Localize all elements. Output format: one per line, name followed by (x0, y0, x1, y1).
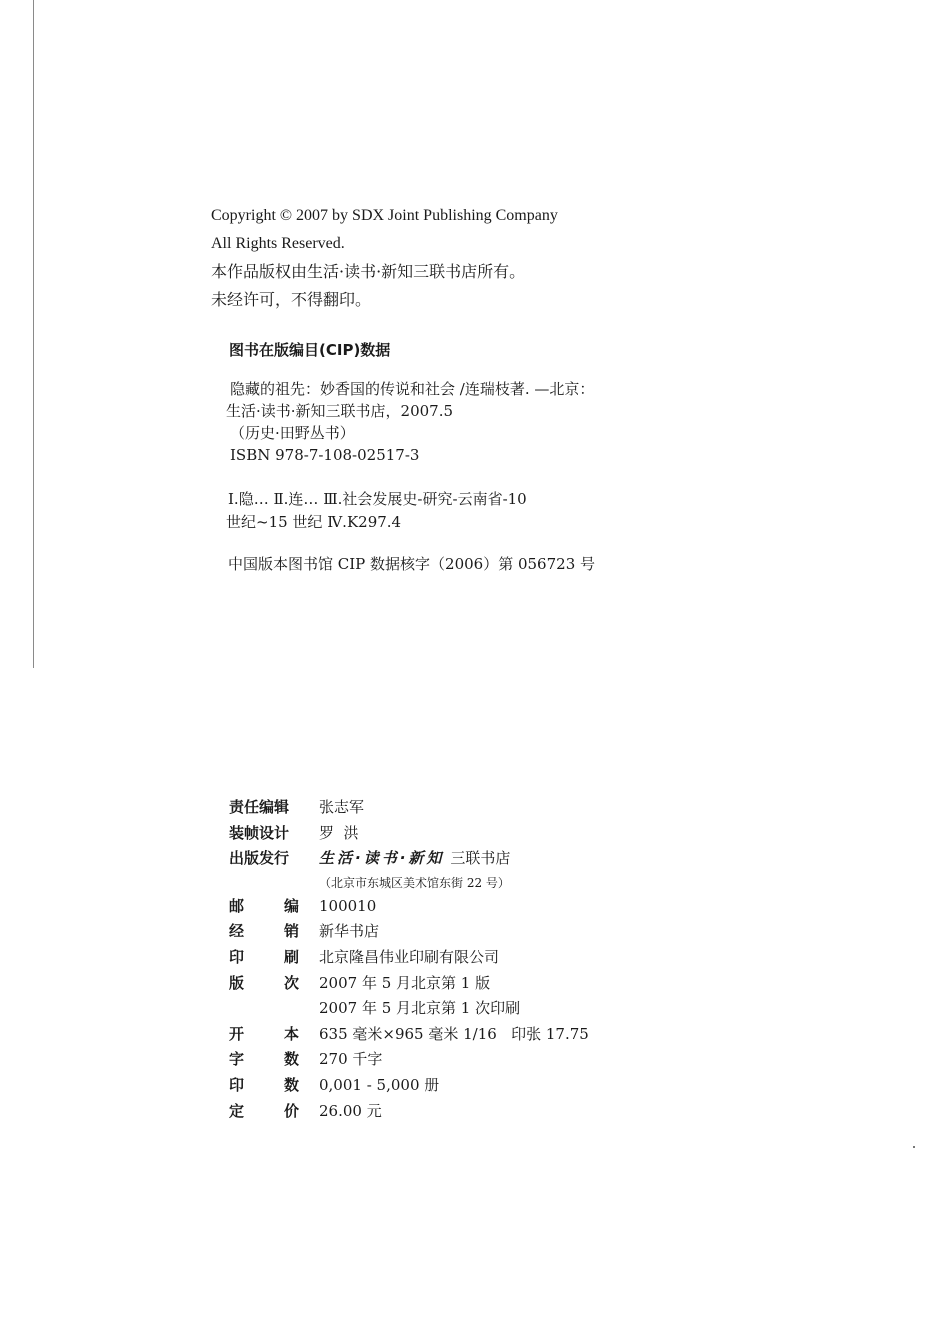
colophon-row-postcode (229, 894, 729, 920)
print-run-label (229, 1073, 317, 1099)
words-label (229, 1047, 317, 1073)
cip-record-number: 中国版本图书馆 CIP 数据核字（2006）第 056723 号 (228, 555, 596, 573)
label-char: 字 (229, 1050, 245, 1069)
colophon-row-format (229, 1022, 729, 1048)
format-value: 635 毫米×965 毫米 1/16 印张 17.75 (319, 1024, 589, 1043)
cip-series-line: （历史·田野丛书） (230, 424, 355, 442)
label-char: 印 (229, 1075, 245, 1094)
printer-value: 北京隆昌伟业印刷有限公司 (319, 947, 500, 966)
publisher-brand-logo: 生活·读书·新知 (319, 849, 445, 868)
label-char: 开 (229, 1024, 245, 1043)
edition-value: 2007 年 5 月北京第 1 版 (319, 973, 491, 992)
copyright-line: Copyright © 2007 by SDX Joint Publishing Company (211, 207, 558, 224)
copyright-notice (211, 202, 731, 314)
label-char: 印 (229, 947, 245, 966)
format-label (229, 1022, 317, 1048)
colophon-row-price (229, 1099, 729, 1125)
scan-speck (913, 1146, 915, 1148)
colophon-row-edition (229, 971, 729, 997)
label-char: 编 (283, 896, 299, 915)
label-char: 定 (229, 1101, 245, 1120)
ownership-line: 本作品版权由生活·读书·新知三联书店所有。 (211, 262, 526, 281)
label-char: 价 (283, 1101, 299, 1120)
printing-value: 2007 年 5 月北京第 1 次印刷 (319, 999, 521, 1018)
printer-label (229, 945, 317, 971)
cip-title-line: 隐藏的祖先：妙香国的传说和社会 /连瑞枝著. —北京： (230, 380, 595, 398)
cip-heading: 图书在版编目(CIP)数据 (229, 341, 391, 359)
postcode-value: 100010 (319, 896, 377, 915)
colophon-row-distributor (229, 919, 729, 945)
edition-label (229, 971, 317, 997)
label-char: 邮 (229, 896, 245, 915)
cip-classification (228, 488, 708, 534)
colophon-row-words (229, 1047, 729, 1073)
distributor-value: 新华书店 (319, 922, 380, 941)
cip-publisher-line: 生活·读书·新知三联书店，2007.5 (226, 402, 454, 420)
no-reprint-line: 未经许可，不得翻印。 (211, 290, 372, 309)
editor-value: 张志军 (319, 798, 365, 816)
label-char: 刷 (283, 947, 299, 966)
label-char: 本 (283, 1024, 299, 1043)
label-char: 数 (283, 1075, 299, 1094)
colophon-row-print-run (229, 1073, 729, 1099)
colophon-row-publisher (229, 846, 729, 872)
publisher-address: （北京市东城区美术馆东街 22 号） (319, 875, 510, 890)
colophon-row-printer (229, 945, 729, 971)
publisher-value (319, 846, 510, 872)
colophon-row-address (229, 872, 729, 894)
label-char: 版 (229, 973, 245, 992)
editor-label: 责任编辑 (229, 798, 290, 816)
colophon (229, 795, 729, 1124)
rights-reserved-line: All Rights Reserved. (211, 235, 345, 252)
classification-line: 世纪~15 世纪 Ⅳ.K297.4 (226, 513, 402, 531)
label-char: 经 (229, 922, 245, 941)
distributor-label (229, 919, 317, 945)
cip-isbn-line: ISBN 978-7-108-02517-3 (230, 446, 420, 464)
design-label: 装帧设计 (229, 823, 290, 842)
label-char: 次 (283, 973, 299, 992)
colophon-row-design (229, 821, 729, 847)
label-char: 数 (283, 1050, 299, 1069)
postcode-label (229, 894, 317, 920)
price-label (229, 1099, 317, 1125)
colophon-row-editor (229, 795, 729, 821)
price-value: 26.00 元 (319, 1101, 382, 1120)
cip-record (226, 378, 710, 466)
print-run-value: 0,001 - 5,000 册 (319, 1075, 440, 1094)
publisher-label: 出版发行 (229, 849, 290, 868)
page-gutter-line (33, 0, 34, 668)
colophon-row-printing (229, 996, 729, 1022)
publisher-name: 三联书店 (450, 849, 511, 868)
words-value: 270 千字 (319, 1050, 383, 1069)
design-value: 罗 洪 (319, 823, 359, 842)
label-char: 销 (283, 922, 299, 941)
classification-line: Ⅰ.隐… Ⅱ.连… Ⅲ.社会发展史-研究-云南省-10 (228, 490, 527, 508)
